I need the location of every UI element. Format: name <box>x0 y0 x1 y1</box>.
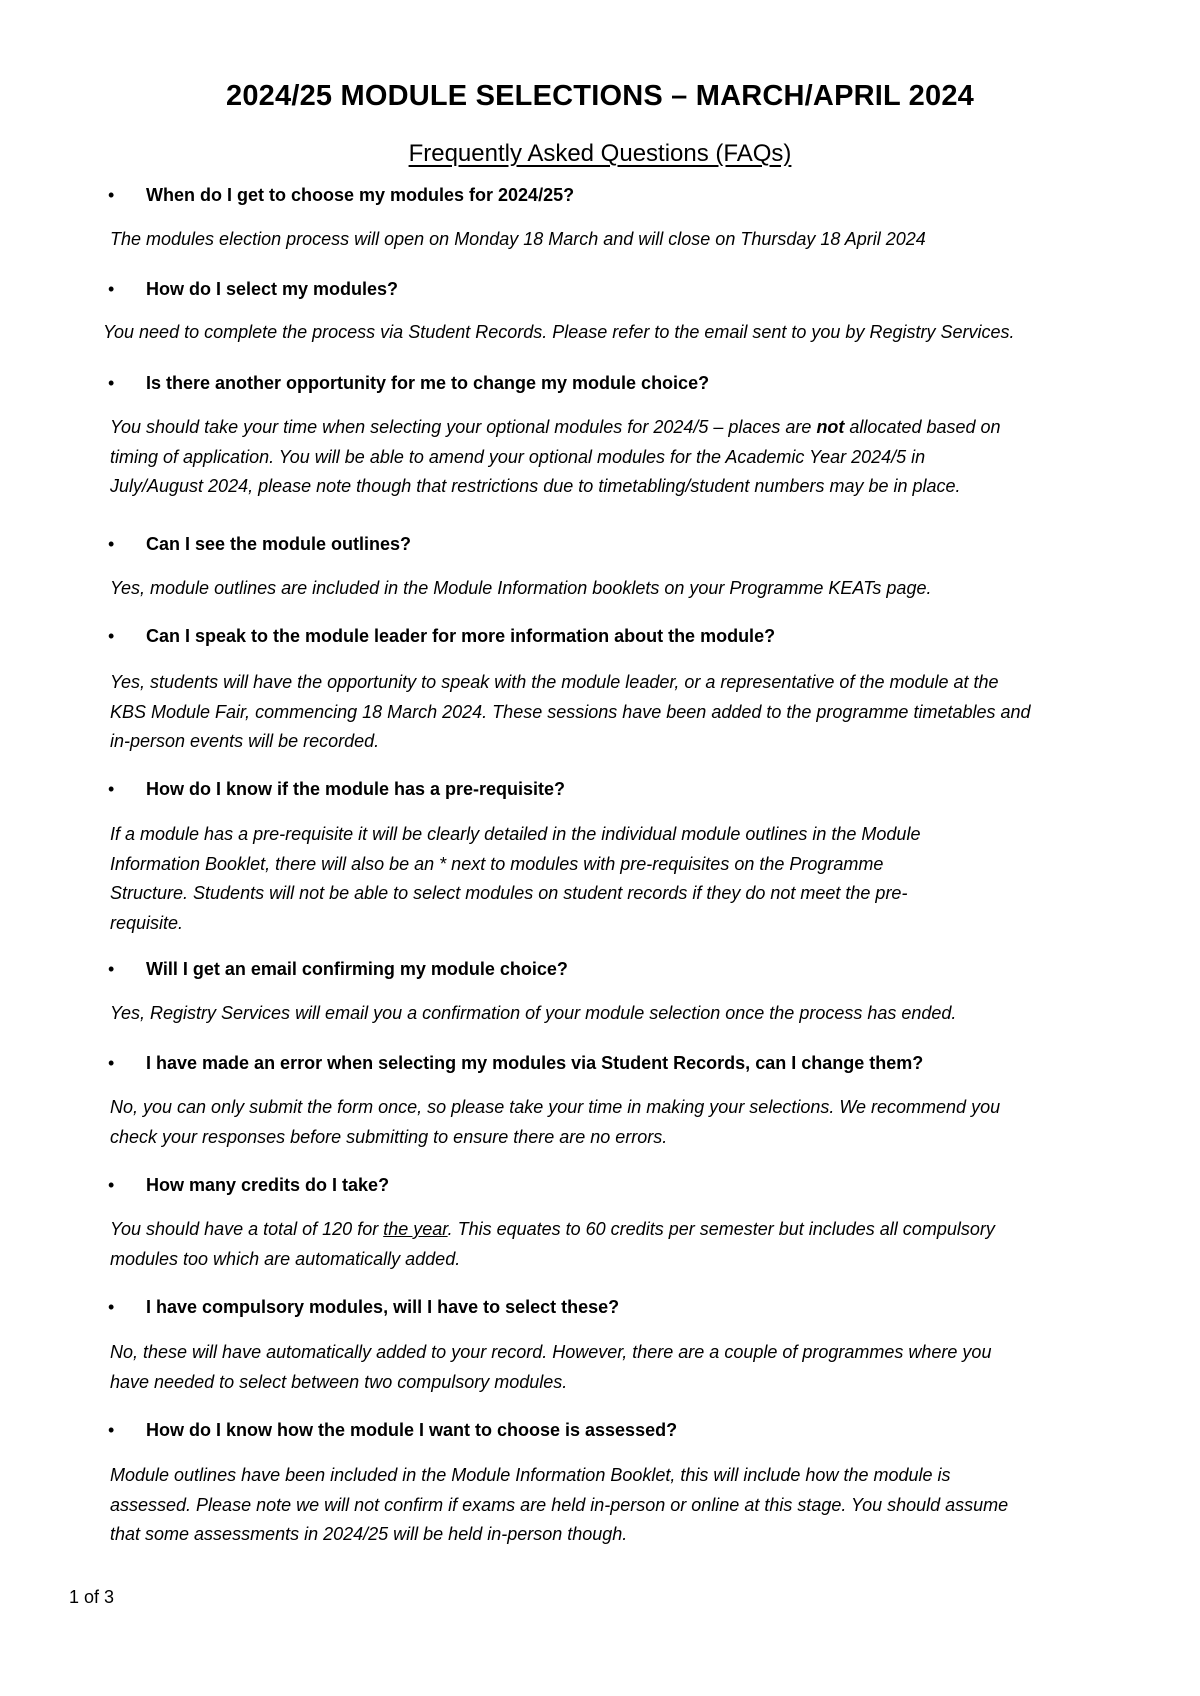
faq-question-text: I have made an error when selecting my modules via Student Records, can I change them? <box>146 1053 924 1073</box>
faq-answer <box>110 413 1140 502</box>
faq-answer-line: No, these will have automatically added to your record. However, there are a couple of programmes where you <box>110 1342 992 1362</box>
faq-answer-line: Yes, students will have the opportunity to speak with the module leader, or a representative of the module at the <box>110 672 999 692</box>
bullet-icon: • <box>108 1420 115 1440</box>
faq-answer <box>110 999 1140 1029</box>
faq-answer-line: timing of application. You will be able to amend your optional modules for the Academic Year 2024/5 in <box>110 446 926 467</box>
faq-answer-line: modules too which are automatically added. <box>110 1248 461 1269</box>
faq-answer <box>110 1338 1140 1397</box>
faq-answer <box>110 1215 1140 1274</box>
faq-answer-segment: You should have a total of 120 for <box>110 1219 384 1239</box>
bullet-icon: • <box>108 1297 115 1317</box>
bullet-icon: • <box>108 534 115 554</box>
faq-answer-line: in-person events will be recorded. <box>110 731 380 751</box>
faq-answer <box>103 318 1133 348</box>
faq-answer-segment: You should take your time when selecting your optional modules for 2024/5 – places are <box>110 417 817 437</box>
faq-answer-line: July/August 2024, please note though that restrictions due to timetabling/student numbers may be in place. <box>110 476 961 496</box>
faq-answer-line: The modules election process will open on Monday 18 March and will close on Thursday 18 April 2024 <box>110 229 926 249</box>
faq-answer-line: Yes, module outlines are included in the Module Information booklets on your Programme KEATs page. <box>110 578 932 598</box>
bullet-icon: • <box>108 185 115 205</box>
faq-answer-line: that some assessments in 2024/25 will be held in-person though. <box>110 1524 628 1544</box>
faq-question-text: Is there another opportunity for me to change my module choice? <box>146 373 710 393</box>
faq-question-text: How many credits do I take? <box>146 1175 390 1195</box>
faq-question-text: How do I know how the module I want to choose is assessed? <box>146 1420 678 1440</box>
faq-answer-line: You need to complete the process via Student Records. Please refer to the email sent to you by Registry Services. <box>103 322 1015 342</box>
faq-answer-line <box>110 413 1140 443</box>
faq-question-text: Can I speak to the module leader for more information about the module? <box>146 626 776 646</box>
faq-answer-segment: allocated based on <box>844 417 1001 437</box>
faq-question-text: How do I select my modules? <box>146 279 399 299</box>
faq-answer-line <box>110 1215 1140 1245</box>
faq-answer-segment: . This equates to 60 credits per semester but includes all compulsory <box>447 1219 995 1239</box>
faq-answer-line: KBS Module Fair, commencing 18 March 2024. These sessions have been added to the programme timetables and <box>110 701 1031 722</box>
faq-answer-line: Structure. Students will not be able to select modules on student records if they do not meet the pre- <box>110 883 908 903</box>
document-title: 2024/25 MODULE SELECTIONS – MARCH/APRIL 2024 <box>226 80 974 112</box>
bullet-icon: • <box>108 279 115 299</box>
faq-answer <box>110 1093 1140 1152</box>
bullet-icon: • <box>108 626 115 646</box>
faq-question-text: When do I get to choose my modules for 2024/25? <box>146 185 575 205</box>
faq-answer-line: have needed to select between two compulsory modules. <box>110 1371 568 1392</box>
faq-answer-line: check your responses before submitting to ensure there are no errors. <box>110 1126 668 1147</box>
bullet-icon: • <box>108 1175 115 1195</box>
faq-answer-line: If a module has a pre-requisite it will be clearly detailed in the individual module outlines in the Module <box>110 824 921 844</box>
bullet-icon: • <box>108 779 115 799</box>
emphasis-the-year: the year <box>383 1219 448 1239</box>
page-number: 1 of 3 <box>69 1587 115 1607</box>
emphasis-not: not <box>816 417 845 437</box>
bullet-icon: • <box>108 959 115 979</box>
faq-answer-line: Yes, Registry Services will email you a confirmation of your module selection once the process has ended. <box>110 1003 957 1023</box>
faq-question-text: Can I see the module outlines? <box>146 534 412 554</box>
faq-answer <box>110 225 1140 255</box>
document-subtitle: Frequently Asked Questions (FAQs) <box>408 140 792 167</box>
bullet-icon: • <box>108 1053 115 1073</box>
faq-answer <box>110 668 1140 757</box>
faq-question-text: Will I get an email confirming my module choice? <box>146 959 568 979</box>
faq-question-text: I have compulsory modules, will I have to select these? <box>146 1297 620 1317</box>
faq-answer-line: Information Booklet, there will also be an * next to modules with pre-requisites on the Programme <box>110 853 884 874</box>
faq-answer <box>110 574 1140 604</box>
faq-answer <box>110 1461 1140 1550</box>
bullet-icon: • <box>108 373 115 393</box>
faq-question-text: How do I know if the module has a pre-requisite? <box>146 779 566 799</box>
faq-answer-line: No, you can only submit the form once, so please take your time in making your selections. We recommend you <box>110 1097 1001 1117</box>
faq-answer-line: Module outlines have been included in the Module Information Booklet, this will include how the module is <box>110 1465 951 1485</box>
faq-answer-line: requisite. <box>110 912 184 933</box>
faq-answer <box>110 820 1140 938</box>
faq-answer-line: assessed. Please note we will not confirm if exams are held in-person or online at this stage. You should assume <box>110 1494 1009 1515</box>
